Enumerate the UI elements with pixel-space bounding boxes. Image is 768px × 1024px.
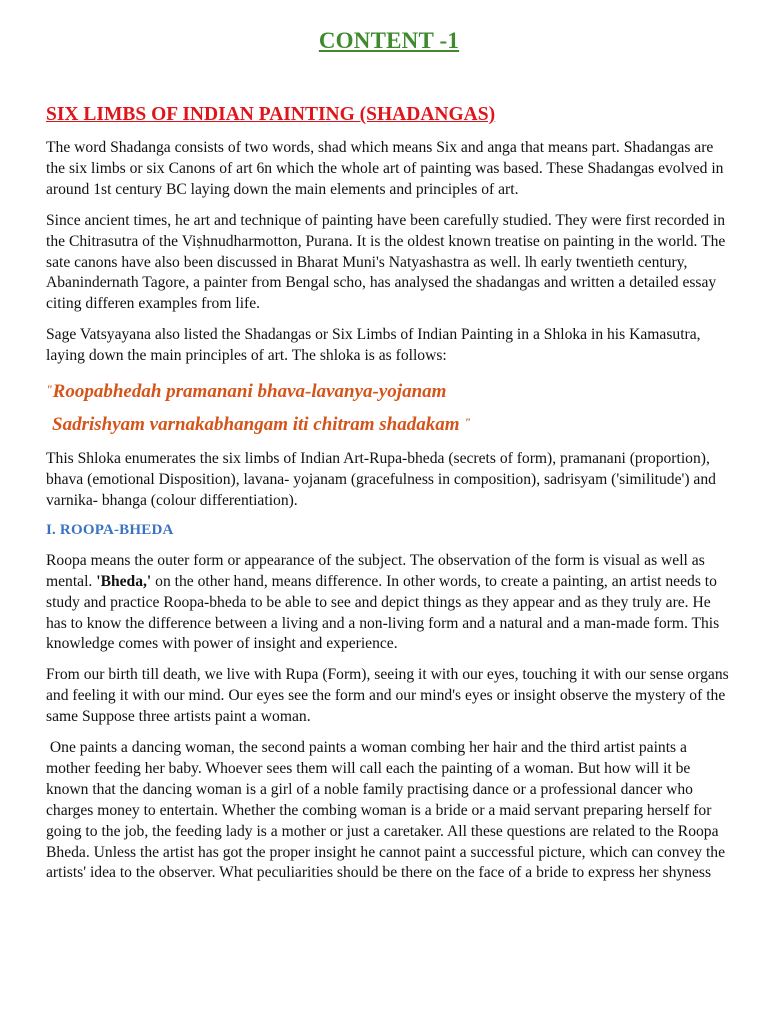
paragraph-history: Since ancient times, he art and technique of painting have been carefully studied. They were first recorded in the Chitrasutra of the Viṣhnudharmotton, Purana. It is the oldest known treatise on painting in the world. The sate canons have also been discussed in Bharat Muni's Natyashastra as well. lh early twentieth century, Abanindernath Tagore, a painter from Bengal scho, has analysed the shadangas and written a detailed essay citing differen examples from life.	[46, 211, 726, 313]
paragraph-rupa-form: From our birth till death, we live with Rupa (Form), seeing it with our eyes, touching it with our sense organs and feeling it with our mind. Our eyes see the form and our mind's eyes or insight observe the mystery of the same Suppose three artists paint a woman.	[46, 666, 729, 726]
shloka-line-1-text: Roopabhedah pramanani bhava-lavanya-yojanam	[52, 381, 447, 403]
shloka-line-1	[46, 377, 732, 404]
paragraph-roopa-meaning	[46, 551, 732, 656]
paragraph-six-limbs: This Shloka enumerates the six limbs of Indian Art-Rupa-bheda (secrets of form), pramanani (proportion), bhava (emotional Disposition), lavana- yojanam (gracefulness in composition), sadrisyam ('similitude') and varnika- bhanga (colour differentiation).	[46, 450, 716, 509]
paragraph-roopa-text-2: on the other hand, means difference. In other words, to create a painting, an artist needs to study and practice Roopa-bheda to be able to see and depict things as they appear and as they truly are. He has to know the difference between a living and a non-living form and a natural and a man-made form. This knowledge comes with power of insight and experience.	[46, 572, 720, 653]
paragraph-vatsyayana: Sage Vatsyayana also listed the Shadangas or Six Limbs of Indian Painting in a Shloka in his Kamasutra, laying down the main principles of art. The shloka is as follows:	[46, 326, 701, 365]
subheading-roopa-bheda: I. ROOPA-BHEDA	[46, 521, 174, 538]
bheda-term: 'Bheda,'	[96, 572, 152, 590]
paragraph-roopa-text-1: Roopa means the outer form or appearance of the subject. The observation of the form is visual as well as mental.	[46, 551, 705, 590]
document-page	[46, 28, 732, 894]
paragraph-three-artists: One paints a dancing woman, the second paints a woman combing her hair and the third artist paints a mother feeding her baby. Whoever sees them will call each the painting of a woman. But how will it be known that the dancing woman is a girl of a noble family practising dance or a professional dancer who charges money to entertain. Whether the combing woman is a bride or a maid servant preparing herself for going to the job, the feeding lady is a mother or just a caretaker. All these questions are related to the Roopa Bheda. Unless the artist has got the proper insight he cannot paint a successful picture, which can convey the artists' idea to the observer. What peculiarities should be there on the face of a bride to express her shyness	[46, 739, 729, 882]
paragraph-shadanga-definition: The word Shadanga consists of two words, shad which means Six and anga that means part. Shadangas are the six limbs or six Canons of art 6n which the whole art of painting was based. These Shadangas evolved in around 1st century BC laying down the main elements and principles of art.	[46, 139, 724, 198]
shloka-line-2	[46, 410, 732, 437]
shloka-close-quote: "	[464, 415, 471, 430]
content-title: CONTENT -1	[318, 28, 460, 53]
shloka-block	[46, 377, 732, 437]
shloka-open-quote: "	[46, 382, 53, 397]
shloka-line-2-text: Sadrishyam varnakabhangam iti chitram shadakam	[52, 414, 460, 436]
section-title: SIX LIMBS OF INDIAN PAINTING (SHADANGAS)	[46, 104, 496, 125]
